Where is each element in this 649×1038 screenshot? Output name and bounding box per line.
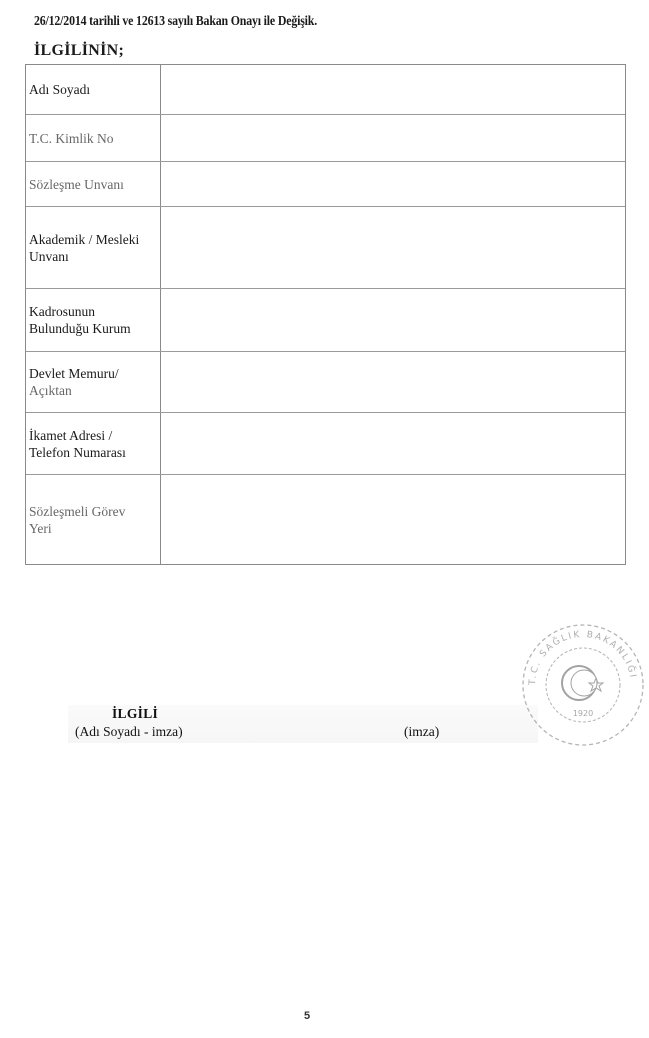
row-label-line: Yeri xyxy=(29,520,52,536)
form-row-sozlesme-unvani xyxy=(26,162,625,207)
row-label-line: Adı Soyadı xyxy=(29,82,91,97)
form-row-akademik-unvan xyxy=(26,207,625,289)
form-row-kadro-kurum xyxy=(26,289,625,352)
signature-imza: (imza) xyxy=(404,724,440,739)
page-number: 5 xyxy=(304,1010,311,1022)
row-label xyxy=(26,65,161,114)
row-label-line: Açıktan xyxy=(29,383,72,398)
row-label-line: Sözleşmeli Görev xyxy=(29,503,126,519)
form-row-ikamet-telefon xyxy=(26,413,625,475)
row-label xyxy=(26,289,161,351)
section-heading: İLGİLİNİN; xyxy=(34,42,125,59)
row-label xyxy=(26,207,161,288)
row-label xyxy=(26,475,161,564)
row-label-line: Unvanı xyxy=(29,248,69,264)
row-value-field[interactable] xyxy=(161,115,625,161)
personal-info-table xyxy=(25,64,626,565)
official-seal xyxy=(516,618,649,752)
row-label-line: Bulunduğu Kurum xyxy=(29,321,131,336)
row-label xyxy=(26,352,161,412)
row-label xyxy=(26,413,161,474)
row-label-line: Devlet Memuru/ xyxy=(29,366,119,381)
crescent-star-icon xyxy=(562,666,603,700)
form-row-gorev-yeri xyxy=(26,475,625,564)
signature-title: İLGİLİ xyxy=(112,706,159,721)
seal-year: 1920 xyxy=(572,709,594,718)
row-label-line: İkamet Adresi / xyxy=(29,427,113,443)
row-label-line: Telefon Numarası xyxy=(29,444,126,460)
row-value-field[interactable] xyxy=(161,65,625,114)
seal-text: T.C. SAĞLIK BAKANLIĞI xyxy=(527,629,638,686)
form-row-adi-soyadi xyxy=(26,65,625,115)
row-value-field[interactable] xyxy=(161,413,625,474)
row-label-line: Sözleşme Unvanı xyxy=(29,176,124,192)
row-label-line: Akademik / Mesleki xyxy=(29,231,140,247)
row-value-field[interactable] xyxy=(161,162,625,206)
signature-subtitle: (Adı Soyadı - imza) xyxy=(75,724,183,739)
row-value-field[interactable] xyxy=(161,475,625,564)
form-row-tc-kimlik xyxy=(26,115,625,162)
row-label xyxy=(26,115,161,161)
header-note: 26/12/2014 tarihli ve 12613 sayılı Bakan Onayı ile Değişik. xyxy=(34,13,318,28)
row-value-field[interactable] xyxy=(161,207,625,288)
row-value-field[interactable] xyxy=(161,352,625,412)
row-label xyxy=(26,162,161,206)
row-value-field[interactable] xyxy=(161,289,625,351)
row-label-line: Kadrosunun xyxy=(29,304,95,319)
form-row-devlet-memuru xyxy=(26,352,625,413)
row-label-line: T.C. Kimlik No xyxy=(29,130,114,146)
